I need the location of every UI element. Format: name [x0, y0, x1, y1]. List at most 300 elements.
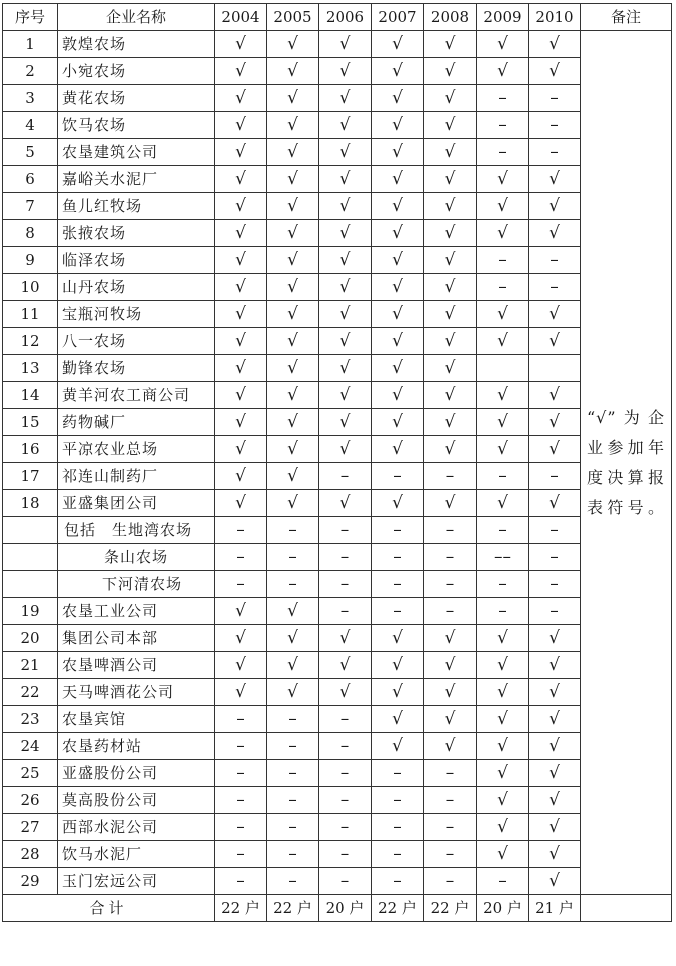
row-year-mark: √: [372, 328, 424, 355]
row-year-mark: –: [372, 463, 424, 490]
header-year: 2010: [529, 4, 581, 31]
total-year-count: 22 户: [267, 895, 319, 922]
row-year-mark: √: [477, 166, 529, 193]
row-year-mark: √: [424, 409, 477, 436]
row-year-mark: √: [319, 193, 372, 220]
row-year-mark: √: [372, 274, 424, 301]
row-year-mark: –: [529, 274, 581, 301]
row-seq: 18: [3, 490, 58, 517]
row-year-mark: √: [477, 733, 529, 760]
table-row: [3, 166, 672, 193]
row-year-mark: √: [424, 58, 477, 85]
row-year-mark: √: [215, 355, 267, 382]
row-year-mark: √: [215, 625, 267, 652]
row-year-mark: √: [319, 139, 372, 166]
row-year-mark: √: [319, 31, 372, 58]
row-year-mark: √: [477, 193, 529, 220]
table-row: [3, 328, 672, 355]
row-year-mark: –: [424, 517, 477, 544]
header-year: 2007: [372, 4, 424, 31]
row-year-mark: √: [424, 301, 477, 328]
row-year-mark: –: [267, 841, 319, 868]
row-year-mark: √: [424, 436, 477, 463]
row-year-mark: √: [424, 652, 477, 679]
row-year-mark: √: [215, 490, 267, 517]
row-year-mark: –: [477, 868, 529, 895]
row-year-mark: √: [372, 193, 424, 220]
total-note-empty: [581, 895, 672, 922]
row-seq: 12: [3, 328, 58, 355]
row-year-mark: –: [529, 517, 581, 544]
row-seq: 26: [3, 787, 58, 814]
table-row: [3, 31, 672, 58]
row-year-mark: √: [215, 328, 267, 355]
row-year-mark: √: [372, 85, 424, 112]
row-seq: 29: [3, 868, 58, 895]
row-enterprise-name: 鱼儿红牧场: [58, 193, 215, 220]
row-year-mark: √: [372, 409, 424, 436]
row-year-mark: –: [319, 463, 372, 490]
row-year-mark: √: [267, 328, 319, 355]
row-year-mark: √: [215, 58, 267, 85]
table-row: [3, 544, 672, 571]
row-year-mark: –: [215, 706, 267, 733]
row-year-mark: √: [424, 679, 477, 706]
row-year-mark: √: [529, 787, 581, 814]
row-year-mark: √: [372, 625, 424, 652]
row-year-mark: √: [215, 409, 267, 436]
row-year-mark: √: [215, 166, 267, 193]
row-year-mark: √: [267, 598, 319, 625]
total-row: [3, 895, 672, 922]
row-year-mark: √: [477, 760, 529, 787]
row-year-mark: √: [372, 58, 424, 85]
row-year-mark: –: [319, 733, 372, 760]
row-year-mark: √: [477, 706, 529, 733]
row-year-mark: √: [319, 85, 372, 112]
total-year-count: 20 户: [319, 895, 372, 922]
row-seq: 20: [3, 625, 58, 652]
row-year-mark: √: [215, 652, 267, 679]
row-year-mark: √: [529, 679, 581, 706]
row-year-mark: √: [529, 625, 581, 652]
row-year-mark: –: [267, 544, 319, 571]
row-year-mark: √: [267, 31, 319, 58]
header-name: 企业名称: [58, 4, 215, 31]
row-year-mark: √: [267, 436, 319, 463]
table-row: [3, 706, 672, 733]
total-year-count: 21 户: [529, 895, 581, 922]
row-year-mark: √: [529, 301, 581, 328]
row-seq: 5: [3, 139, 58, 166]
row-year-mark: √: [424, 490, 477, 517]
row-year-mark: –: [267, 868, 319, 895]
row-year-mark: √: [319, 220, 372, 247]
row-year-mark: –: [529, 571, 581, 598]
row-year-mark: –: [529, 463, 581, 490]
row-year-mark: √: [424, 706, 477, 733]
row-seq: 19: [3, 598, 58, 625]
table-row: [3, 760, 672, 787]
row-year-mark: –: [215, 760, 267, 787]
row-year-mark: –: [319, 544, 372, 571]
row-enterprise-name: 农垦建筑公司: [58, 139, 215, 166]
row-year-mark: –: [319, 598, 372, 625]
row-year-mark: √: [529, 868, 581, 895]
row-year-mark: –: [477, 139, 529, 166]
row-enterprise-name: 下河清农场: [58, 571, 215, 598]
row-year-mark: √: [372, 247, 424, 274]
row-year-mark: –: [529, 85, 581, 112]
row-year-mark: √: [424, 220, 477, 247]
row-seq: 28: [3, 841, 58, 868]
row-year-mark: √: [215, 220, 267, 247]
row-year-mark: √: [267, 112, 319, 139]
row-year-mark: –: [424, 598, 477, 625]
row-enterprise-name: 莫高股份公司: [58, 787, 215, 814]
table-row: [3, 517, 672, 544]
row-seq: 1: [3, 31, 58, 58]
row-year-mark: √: [424, 112, 477, 139]
row-year-mark: √: [372, 166, 424, 193]
row-enterprise-name: 平凉农业总场: [58, 436, 215, 463]
row-year-mark: √: [319, 328, 372, 355]
row-enterprise-name: 西部水泥公司: [58, 814, 215, 841]
row-year-mark: √: [529, 436, 581, 463]
row-year-mark: –: [529, 247, 581, 274]
row-year-mark: –: [372, 787, 424, 814]
row-seq: 13: [3, 355, 58, 382]
table-row: [3, 463, 672, 490]
row-year-mark: √: [477, 652, 529, 679]
table-row: [3, 382, 672, 409]
row-year-mark: –: [319, 760, 372, 787]
row-year-mark: √: [529, 220, 581, 247]
row-year-mark: √: [372, 436, 424, 463]
row-year-mark: –: [215, 733, 267, 760]
row-seq: 23: [3, 706, 58, 733]
row-year-mark: √: [424, 355, 477, 382]
table-body: [3, 31, 672, 922]
row-year-mark: –: [477, 598, 529, 625]
row-year-mark: √: [424, 328, 477, 355]
row-seq: 14: [3, 382, 58, 409]
row-seq: 2: [3, 58, 58, 85]
row-year-mark: √: [372, 355, 424, 382]
row-year-mark: √: [267, 652, 319, 679]
row-year-mark: √: [424, 193, 477, 220]
row-year-mark: √: [215, 193, 267, 220]
row-year-mark: √: [319, 679, 372, 706]
table-row: [3, 112, 672, 139]
row-year-mark: –: [477, 112, 529, 139]
row-year-mark: √: [319, 166, 372, 193]
row-year-mark: –: [267, 787, 319, 814]
row-year-mark: –: [424, 868, 477, 895]
row-year-mark: –: [424, 760, 477, 787]
row-year-mark: –: [319, 841, 372, 868]
row-seq: 3: [3, 85, 58, 112]
row-year-mark: √: [477, 841, 529, 868]
row-year-mark: √: [267, 247, 319, 274]
row-year-mark: √: [215, 301, 267, 328]
row-year-mark: –: [477, 274, 529, 301]
row-year-mark: –: [424, 463, 477, 490]
note-cell: [581, 31, 672, 895]
row-year-mark: –: [477, 247, 529, 274]
header-row: [3, 4, 672, 31]
row-year-mark: √: [424, 382, 477, 409]
row-year-mark: √: [215, 274, 267, 301]
row-enterprise-name: 黄羊河农工商公司: [58, 382, 215, 409]
table-row: [3, 652, 672, 679]
row-year-mark: –: [215, 787, 267, 814]
row-year-mark: √: [529, 490, 581, 517]
row-year-mark: –: [372, 571, 424, 598]
total-label: 合计: [3, 895, 215, 922]
row-year-mark: √: [477, 787, 529, 814]
row-year-mark: √: [529, 814, 581, 841]
row-enterprise-name: 包括 生地湾农场: [58, 517, 215, 544]
row-year-mark: √: [477, 436, 529, 463]
row-year-mark: √: [477, 490, 529, 517]
row-year-mark: √: [372, 733, 424, 760]
table-row: [3, 85, 672, 112]
row-year-mark: –: [267, 571, 319, 598]
row-year-mark: –: [372, 598, 424, 625]
row-seq: 24: [3, 733, 58, 760]
row-year-mark: √: [477, 625, 529, 652]
row-year-mark: –: [372, 814, 424, 841]
row-year-mark: –: [477, 85, 529, 112]
row-enterprise-name: 临泽农场: [58, 247, 215, 274]
row-enterprise-name: 嘉峪关水泥厂: [58, 166, 215, 193]
row-enterprise-name: 敦煌农场: [58, 31, 215, 58]
row-year-mark: √: [215, 112, 267, 139]
row-year-mark: √: [477, 220, 529, 247]
row-enterprise-name: 饮马水泥厂: [58, 841, 215, 868]
row-year-mark: –: [477, 463, 529, 490]
row-enterprise-name: 张掖农场: [58, 220, 215, 247]
row-seq: 16: [3, 436, 58, 463]
table-row: [3, 868, 672, 895]
row-year-mark: –: [215, 841, 267, 868]
row-year-mark: √: [529, 760, 581, 787]
table-row: [3, 490, 672, 517]
row-year-mark: √: [319, 409, 372, 436]
row-year-mark: √: [319, 490, 372, 517]
row-enterprise-name: 八一农场: [58, 328, 215, 355]
row-year-mark: –: [424, 841, 477, 868]
table-row: [3, 247, 672, 274]
row-year-mark: √: [215, 382, 267, 409]
row-year-mark: √: [215, 85, 267, 112]
row-year-mark: √: [267, 193, 319, 220]
row-enterprise-name: 饮马农场: [58, 112, 215, 139]
row-year-mark: √: [319, 247, 372, 274]
row-year-mark: –: [424, 787, 477, 814]
row-year-mark: √: [372, 679, 424, 706]
row-enterprise-name: 山丹农场: [58, 274, 215, 301]
row-enterprise-name: 天马啤酒花公司: [58, 679, 215, 706]
row-year-mark: √: [424, 31, 477, 58]
row-enterprise-name: 祁连山制药厂: [58, 463, 215, 490]
row-year-mark: √: [319, 301, 372, 328]
row-year-mark: –: [424, 814, 477, 841]
row-year-mark: √: [477, 814, 529, 841]
row-year-mark: √: [319, 625, 372, 652]
row-year-mark: –: [215, 517, 267, 544]
table-row: [3, 733, 672, 760]
row-year-mark: √: [529, 166, 581, 193]
row-year-mark: √: [215, 463, 267, 490]
table-row: [3, 679, 672, 706]
row-year-mark: √: [267, 58, 319, 85]
row-seq: 22: [3, 679, 58, 706]
row-year-mark: –: [319, 571, 372, 598]
row-seq: 11: [3, 301, 58, 328]
table-row: [3, 409, 672, 436]
row-year-mark: √: [267, 301, 319, 328]
row-year-mark: –: [215, 544, 267, 571]
row-enterprise-name: 小宛农场: [58, 58, 215, 85]
table-row: [3, 841, 672, 868]
row-year-mark: –: [529, 112, 581, 139]
row-enterprise-name: 玉门宏远公司: [58, 868, 215, 895]
row-enterprise-name: 药物碱厂: [58, 409, 215, 436]
row-year-mark: √: [267, 85, 319, 112]
header-year: 2004: [215, 4, 267, 31]
row-year-mark: –: [319, 787, 372, 814]
row-year-mark: √: [319, 58, 372, 85]
table-row: [3, 625, 672, 652]
row-year-mark: √: [267, 220, 319, 247]
row-seq: 4: [3, 112, 58, 139]
row-enterprise-name: 农垦药材站: [58, 733, 215, 760]
row-year-mark: √: [319, 652, 372, 679]
row-year-mark: √: [529, 409, 581, 436]
row-year-mark: √: [372, 31, 424, 58]
row-year-mark: –: [372, 544, 424, 571]
row-year-mark: –: [267, 733, 319, 760]
row-year-mark: √: [215, 247, 267, 274]
row-enterprise-name: 黄花农场: [58, 85, 215, 112]
row-year-mark: √: [424, 733, 477, 760]
row-year-mark: –: [477, 571, 529, 598]
row-year-mark: –: [319, 868, 372, 895]
row-year-mark: √: [319, 436, 372, 463]
row-year-mark: √: [372, 706, 424, 733]
row-year-mark: √: [267, 490, 319, 517]
row-year-mark: √: [267, 409, 319, 436]
row-enterprise-name: 农垦工业公司: [58, 598, 215, 625]
table-row: [3, 355, 672, 382]
row-enterprise-name: 亚盛股份公司: [58, 760, 215, 787]
row-enterprise-name: 农垦宾馆: [58, 706, 215, 733]
row-year-mark: –: [319, 517, 372, 544]
row-year-mark: √: [477, 382, 529, 409]
row-year-mark: –: [424, 544, 477, 571]
total-year-count: 22 户: [215, 895, 267, 922]
row-enterprise-name: 宝瓶河牧场: [58, 301, 215, 328]
row-year-mark: √: [424, 625, 477, 652]
total-year-count: 20 户: [477, 895, 529, 922]
row-year-mark: [477, 355, 529, 382]
row-year-mark: –: [529, 598, 581, 625]
row-year-mark: √: [267, 355, 319, 382]
row-year-mark: √: [477, 328, 529, 355]
row-year-mark: –: [372, 517, 424, 544]
header-year: 2006: [319, 4, 372, 31]
row-year-mark: √: [529, 58, 581, 85]
row-year-mark: √: [319, 274, 372, 301]
table-row: [3, 787, 672, 814]
row-year-mark: √: [267, 679, 319, 706]
row-year-mark: –: [267, 814, 319, 841]
table-row: [3, 220, 672, 247]
row-enterprise-name: 农垦啤酒公司: [58, 652, 215, 679]
row-enterprise-name: 条山农场: [58, 544, 215, 571]
header-year: 2005: [267, 4, 319, 31]
row-seq: 27: [3, 814, 58, 841]
row-year-mark: √: [529, 841, 581, 868]
row-year-mark: –: [267, 706, 319, 733]
row-year-mark: √: [215, 436, 267, 463]
row-year-mark: √: [267, 274, 319, 301]
row-year-mark: √: [372, 382, 424, 409]
row-year-mark: √: [529, 193, 581, 220]
row-year-mark: √: [529, 328, 581, 355]
row-year-mark: √: [267, 463, 319, 490]
row-year-mark: –: [372, 841, 424, 868]
row-year-mark: √: [424, 85, 477, 112]
row-year-mark: √: [424, 274, 477, 301]
header-seq: 序号: [3, 4, 58, 31]
total-year-count: 22 户: [372, 895, 424, 922]
row-year-mark: √: [215, 598, 267, 625]
row-year-mark: √: [424, 247, 477, 274]
table-row: [3, 814, 672, 841]
row-year-mark: –: [424, 571, 477, 598]
row-year-mark: √: [529, 31, 581, 58]
row-year-mark: √: [267, 166, 319, 193]
row-year-mark: √: [477, 301, 529, 328]
row-year-mark: [529, 355, 581, 382]
row-year-mark: √: [267, 139, 319, 166]
table-row: [3, 436, 672, 463]
row-seq: 10: [3, 274, 58, 301]
row-year-mark: √: [372, 112, 424, 139]
row-year-mark: –: [267, 760, 319, 787]
row-year-mark: √: [215, 31, 267, 58]
row-year-mark: √: [529, 382, 581, 409]
row-seq: 17: [3, 463, 58, 490]
row-year-mark: √: [372, 490, 424, 517]
row-year-mark: √: [372, 220, 424, 247]
row-enterprise-name: 集团公司本部: [58, 625, 215, 652]
row-year-mark: ––: [477, 544, 529, 571]
row-year-mark: √: [529, 733, 581, 760]
row-year-mark: –: [319, 814, 372, 841]
row-year-mark: –: [372, 868, 424, 895]
row-year-mark: √: [529, 706, 581, 733]
row-year-mark: –: [215, 814, 267, 841]
row-year-mark: –: [215, 868, 267, 895]
row-year-mark: √: [319, 382, 372, 409]
row-year-mark: √: [215, 679, 267, 706]
row-year-mark: –: [319, 706, 372, 733]
row-year-mark: √: [267, 625, 319, 652]
